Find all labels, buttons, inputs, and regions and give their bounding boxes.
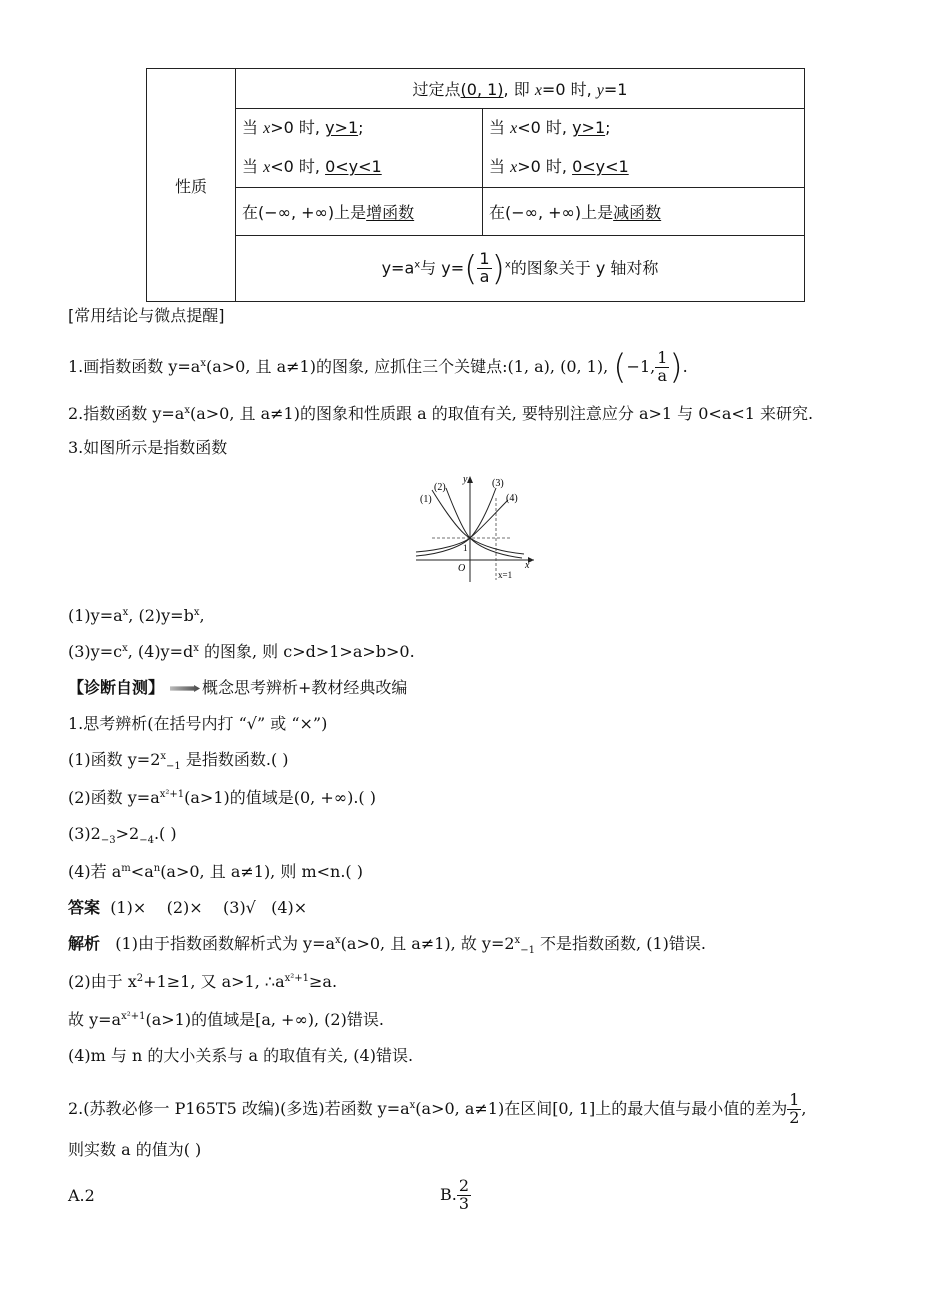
fixed-point-row: 过定点(0, 1), 即 x=0 时, y=1 (236, 69, 805, 109)
question-1-1: (1)函数 $y=2^x_{-1}$ 是指数函数.( ) (68, 750, 289, 773)
question-1: 1.思考辨析(在括号内打 “√” 或 “×”) (68, 714, 328, 733)
analysis-line-3: 故 $y=a^{x^2+1}(a>1)$的值域是[a, +∞), (2)错误. (68, 1010, 384, 1029)
range-cell-a-lt-1: 当 x<0 时, y>1; 当 x>0 时, 0<y<1 (483, 109, 805, 188)
question-1-2: (2)函数 $y=a^{x^2+1}(a>1)$的值域是(0, +∞).( ) (68, 788, 376, 807)
conclusion-item-1: 1.画指数函数 $y=a^x(a>0$, 且 a≠1)的图象, 应抓住三个关键点:(1, a), (0, 1), (−1, $\frac{1}{a}$ ). (68, 347, 688, 388)
property-label: 性质 (147, 69, 236, 302)
curve-label-4: (4) (506, 493, 518, 504)
monotonic-increasing-cell: 在(−∞, +∞)上是增函数 (236, 188, 483, 236)
diagnose-heading: 【诊断自测】 (68, 678, 165, 697)
curve-label-1: (1) (420, 494, 432, 505)
diagnose-subtitle: 概念思考辨析+教材经典改编 (202, 678, 408, 697)
symmetry-row: $y=a^x$与 y=( $\frac{1}{a}$ )$^x$的图象关于 y 轴对称 (236, 236, 805, 302)
y-intercept-label: 1 (463, 543, 468, 553)
conclusion-item-3: 3.如图所示是指数函数 (68, 438, 228, 457)
exponential-graph (412, 470, 538, 586)
answer-label: 答案 (68, 898, 101, 917)
analysis-label: 解析 (68, 934, 101, 953)
arrow-icon (170, 685, 200, 692)
curve-label-2: (2) (434, 482, 446, 493)
question-2: 2.(苏教必修一 P165T5 改编)(多选)若函数 $y=a^x(a>0$, a≠1)在区间[0, 1]上的最大值与最小值的差为 $\frac{1}{2}$ , (68, 1090, 807, 1127)
option-b: B. $\frac{2}{3}$ (440, 1176, 470, 1213)
answer-line: 答案 (1)× (2)× (3)√ (4)× (68, 898, 308, 917)
question-2-continued: 则实数 a 的值为( ) (68, 1140, 202, 1159)
range-cell-a-gt-1: 当 x>0 时, y>1; 当 x<0 时, 0<y<1 (236, 109, 483, 188)
x-equals-1-label: x=1 (498, 570, 513, 580)
conclusions-heading: [常用结论与微点提醒] (68, 306, 225, 325)
conclusion-item-2: 2.指数函数 $y=a^x(a>0$, 且 a≠1)的图象和性质跟 a 的取值有关, 要特别注意应分 a>1 与 0<a<1 来研究. (68, 404, 814, 423)
x-axis-label: x (525, 560, 530, 571)
question-1-3: $(3)2_{-3}>2_{-4}$.( ) (68, 824, 177, 847)
origin-label: O (458, 563, 466, 574)
option-a: A.2 (68, 1186, 95, 1205)
diagnose-header (68, 676, 407, 700)
question-1-4: (4)若 $a^m<a^n(a>0$, 且 a≠1), 则 m<n.( ) (68, 862, 363, 881)
graph-caption-2: $(3)y=c^x$, $(4)y=d^x$ 的图象, 则 c>d>1>a>b>0. (68, 642, 415, 661)
analysis-line-2: (2)由于 $x^2+1\ge 1$, 又 a>1, $\therefore a^{x^2+1}\ge a$. (68, 972, 338, 991)
monotonic-decreasing-cell: 在(−∞, +∞)上是减函数 (483, 188, 805, 236)
analysis-line-1: 解析 (1)由于指数函数解析式为 $y=a^x(a>0$, 且 a≠1), 故 $y=2^x_{-1}$ 不是指数函数, (1)错误. (68, 934, 706, 957)
analysis-line-4: (4)m 与 n 的大小关系与 a 的取值有关, (4)错误. (68, 1046, 414, 1065)
property-table (146, 68, 805, 302)
graph-caption-1: $(1)y=a^x$, $(2)y=b^x$, (68, 606, 205, 625)
y-axis-label: y (463, 474, 468, 485)
curve-label-3: (3) (492, 478, 504, 489)
